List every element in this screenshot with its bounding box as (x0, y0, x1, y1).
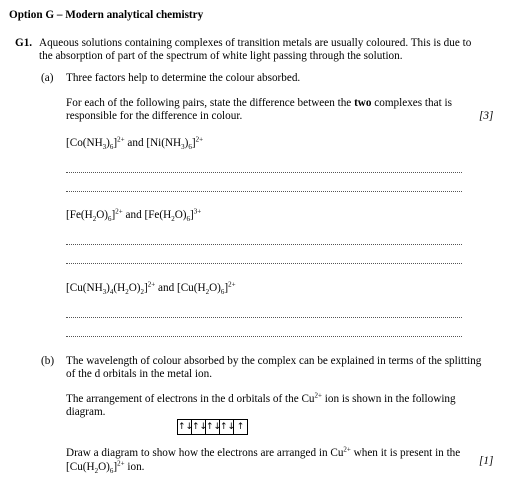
part-b-label: (b) (41, 355, 55, 367)
answer-line[interactable] (66, 263, 462, 264)
orbital-box-2: ↑↓ (192, 422, 208, 432)
answer-line[interactable] (66, 172, 462, 173)
part-a-statement: Three factors help to determine the colour absorbed. (66, 72, 301, 84)
part-b-line2: of the d orbitals in the metal ion. (66, 368, 213, 380)
answer-line[interactable] (66, 336, 462, 337)
complex-pair-1: $[Co(NH_3)_6]^{2+}$ and $[Ni(NH_3)_6]^{2+}$ (66, 135, 204, 152)
section-title: Option G – Modern analytical chemistry (9, 9, 204, 21)
answer-line[interactable] (66, 317, 462, 318)
draw-instruction-line1: Draw a diagram to show how the electrons are arranged in $Cu^{2+}$ when it is present in the (66, 445, 461, 459)
part-b-marks: [1] (479, 455, 494, 467)
part-a-instruction-line2: responsible for the difference in colour. (66, 110, 243, 122)
complex-pair-2: $[Fe(H_2O)_6]^{2+}$ and $[Fe(H_2O)_6]^{3+}$ (66, 207, 202, 224)
complex-pair-3: $[Cu(NH_3)_4(H_2O)_2]^{2+}$ and $[Cu(H_2O)_6]^{2+}$ (66, 280, 236, 297)
question-intro-line2: the absorption of part of the spectrum of white light passing through the solution. (39, 50, 403, 62)
orbital-box-3: ↑↓ (206, 422, 222, 432)
part-a-instruction-line1: For each of the following pairs, state the difference between the two complexes that is (66, 97, 452, 109)
orbital-box-5: ↑ (236, 422, 245, 432)
orbital-box-1: ↑↓ (178, 422, 194, 432)
part-b-line1: The wavelength of colour absorbed by the complex can be explained in terms of the splitting (66, 355, 482, 367)
emphasis-two: two (354, 97, 372, 109)
arrangement-line1: The arrangement of electrons in the d orbitals of the $Cu^{2+}$ ion is shown in the following (66, 391, 456, 405)
question-intro-line1: Aqueous solutions containing complexes of transition metals are usually coloured. This is due to (39, 37, 472, 49)
part-a-marks: [3] (479, 110, 494, 122)
orbital-box-4: ↑↓ (220, 422, 236, 432)
answer-line[interactable] (66, 191, 462, 192)
part-a-label: (a) (41, 72, 54, 84)
d-orbital-diagram (177, 419, 248, 435)
answer-line[interactable] (66, 244, 462, 245)
arrangement-line2: diagram. (66, 406, 106, 418)
question-number: G1. (15, 37, 33, 49)
draw-instruction-line2: $[Cu(H_2O)_6]^{2+}$ ion. (66, 459, 145, 476)
